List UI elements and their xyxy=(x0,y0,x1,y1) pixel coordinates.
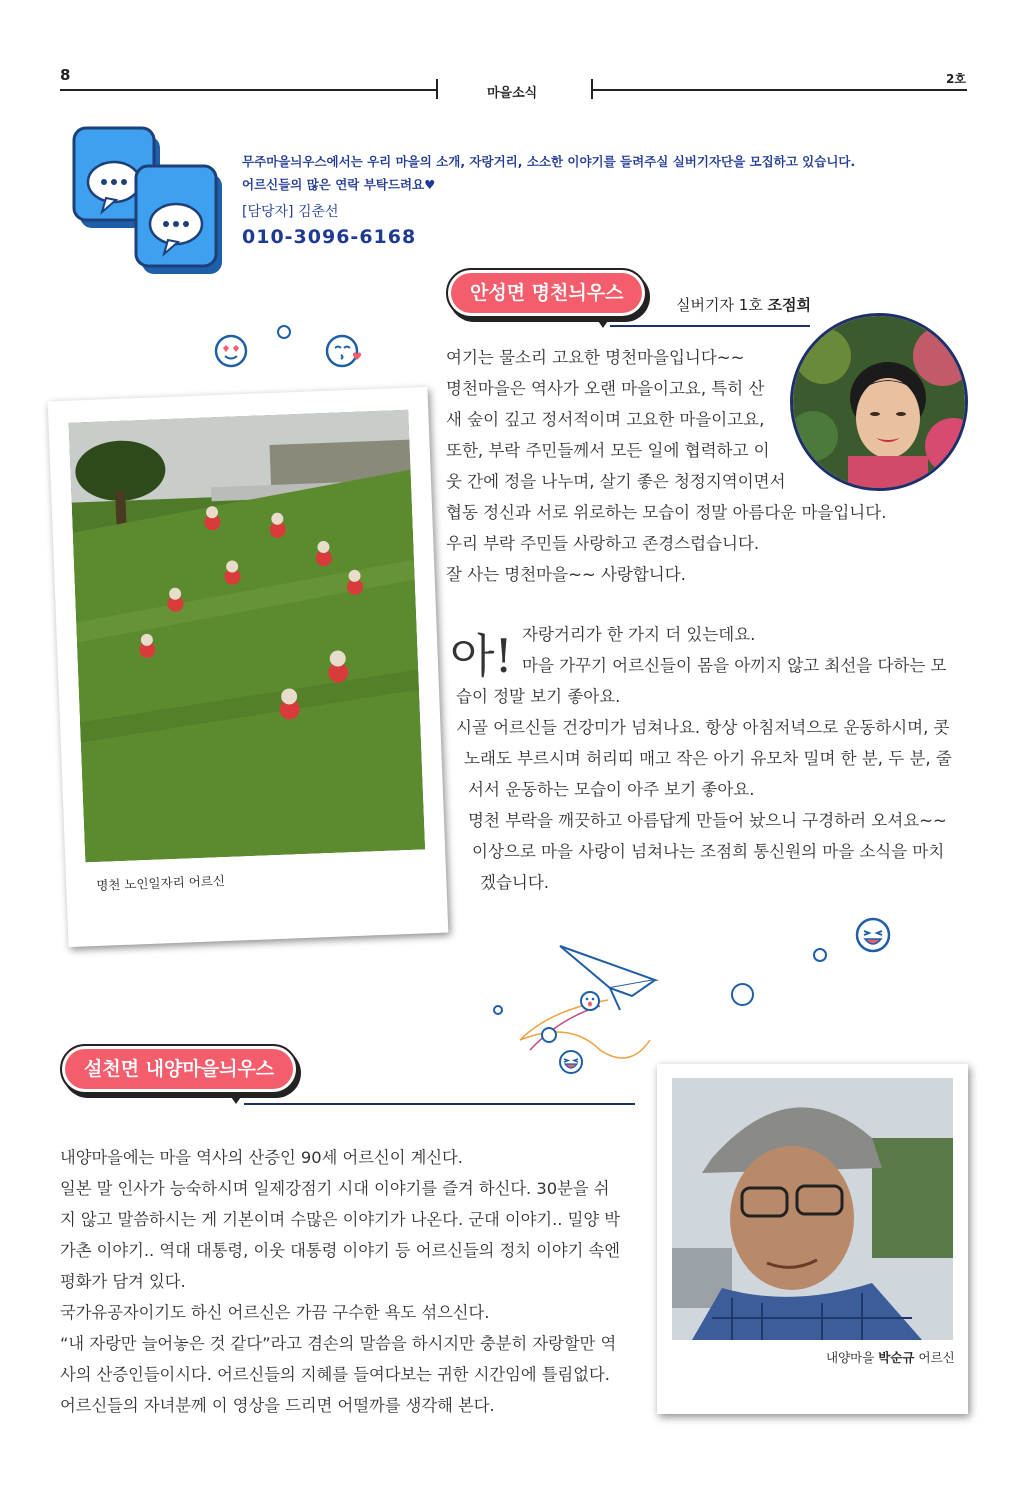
decor-dot xyxy=(277,325,291,339)
recruit-phone: 010-3096-6168 xyxy=(242,226,417,248)
article1-line: 협동 정신과 서로 위로하는 모습이 정말 아름다운 마을입니다. xyxy=(446,503,887,522)
chat-bubbles-icon xyxy=(70,122,230,287)
article1-line: 겠습니다. xyxy=(480,873,550,892)
article2-line: 국가유공자이기도 하신 어르신은 가끔 구수한 욕도 섞으신다. xyxy=(60,1303,490,1322)
article1-line: 잘 사는 명천마을~~ 사랑합니다. xyxy=(446,565,686,584)
article1-line: 시골 어르신들 건강미가 넘쳐나요. 항상 아침저녁으로 운동하시며, 콧 xyxy=(456,718,950,737)
article1-line: 노래도 부르시며 허리띠 매고 작은 아기 유모차 밀며 한 분, 두 분, 줄 xyxy=(464,749,952,768)
article1-line: 웃 간에 정을 나누며, 살기 좋은 청정지역이면서 xyxy=(446,472,786,491)
caption-suffix: 어르신 xyxy=(914,1350,955,1365)
article2-rule xyxy=(244,1103,635,1105)
article2-body xyxy=(60,1142,620,1421)
page-number: 8 xyxy=(60,66,71,84)
heart-eyes-emoji-icon xyxy=(214,334,248,368)
article1-line: 자랑거리가 한 가지 더 있는데요. xyxy=(522,625,756,644)
article2-title-tail xyxy=(229,1094,243,1104)
article1-reporter xyxy=(676,294,811,315)
article1-line: 마을 가꾸기 어르신들이 몸을 아끼지 않고 최선을 다하는 모 xyxy=(522,656,947,675)
article1-line: 서서 운동하는 모습이 아주 보기 좋아요. xyxy=(468,780,755,799)
article2-line: 일본 말 인사가 능숙하시며 일제강점기 시대 이야기를 즐겨 하신다. 30분을 쉬 xyxy=(60,1179,610,1198)
article2-photo-caption xyxy=(826,1348,955,1366)
laughing-emoji-icon xyxy=(854,916,892,954)
recruit-notice xyxy=(242,150,862,249)
header-rule-right xyxy=(592,89,967,91)
article1-line: 우리 부락 주민들 사랑하고 존경스럽습니다. xyxy=(446,534,760,553)
elderly-workers-on-slope-image xyxy=(68,410,425,863)
article1-title-tail xyxy=(596,318,610,328)
article2-line: 지 않고 말씀하시는 게 기본이며 수많은 이야기가 나온다. 군대 이야기.. 밀양 박 xyxy=(60,1210,621,1229)
article1-photo-frame xyxy=(48,387,449,947)
article1-photo-caption: 명천 노인일자리 어르신 xyxy=(95,873,226,893)
article2-photo xyxy=(672,1078,953,1340)
article1-line: 새 숲이 깊고 정서적이며 고요한 마을이고요, xyxy=(446,410,765,429)
decor-dot xyxy=(731,983,754,1006)
article1-drop-cap: 아! xyxy=(450,629,513,683)
laughing-emoji-small-icon xyxy=(557,1048,585,1076)
article1-line: 또한, 부락 주민들께서 모든 일에 협력하고 이 xyxy=(446,441,770,460)
caption-name: 박순규 xyxy=(878,1350,915,1365)
issue-number: 2호 xyxy=(946,72,966,86)
article1-title-text: 안성면 명천늬우스 xyxy=(470,282,624,304)
article1-title xyxy=(446,268,647,318)
article1-body-2b xyxy=(456,681,952,898)
article2-line: 어르신들의 자녀분께 이 영상을 드리면 어떨까를 생각해 본다. xyxy=(60,1396,495,1415)
caption-prefix: 내양마을 xyxy=(826,1350,879,1365)
article1-body-2a xyxy=(522,619,947,681)
decor-dot xyxy=(541,1027,557,1043)
article1-line: 습이 정말 보기 좋아요. xyxy=(456,687,621,706)
elderly-man-portrait-image xyxy=(672,1078,953,1340)
surprised-emoji-icon xyxy=(579,990,601,1012)
decor-dot xyxy=(813,948,827,962)
header-tick-left xyxy=(436,79,438,99)
decor-dot xyxy=(493,1005,503,1015)
recruit-line-2: 어르신들의 많은 연락 부탁드려요♥ xyxy=(242,177,436,192)
article2-photo-frame xyxy=(657,1064,968,1414)
reporter-name: 조점희 xyxy=(767,296,812,314)
article2-line: 가촌 이야기.. 역대 대통령, 이웃 대통령 이야기 등 어르신들의 정치 이야기 속엔 xyxy=(60,1241,621,1260)
article1-line: 이상으로 마을 사랑이 넘쳐나는 조점희 통신원의 마을 소식을 마치 xyxy=(472,842,945,861)
recruit-line-1: 무주마을늬우스에서는 우리 마을의 소개, 자랑거리, 소소한 이야기를 들려주실 실버기자단을 모집하고 있습니다. xyxy=(242,154,856,169)
article1-body xyxy=(446,342,886,590)
article2-line: “내 자랑만 늘어놓은 것 같다”라고 겸손의 말씀을 하시지만 충분히 자랑할만 역 xyxy=(60,1334,617,1353)
article1-line: 명천 부락을 깨끗하고 아름답게 만들어 놨으니 구경하러 오셔요~~ xyxy=(468,811,947,830)
article1-line: 명천마을은 역사가 오랜 마을이고요, 특히 산 xyxy=(446,379,765,398)
article1-rule xyxy=(610,325,810,327)
reporter-prefix: 실버기자 1호 xyxy=(676,296,763,314)
article2-title-text: 설천면 내양마을늬우스 xyxy=(84,1058,275,1080)
article2-title xyxy=(60,1044,298,1094)
article1-photo xyxy=(68,410,425,863)
header-rule-left xyxy=(60,89,437,91)
recruit-contact: [담당자] 김춘선 xyxy=(242,204,339,220)
article1-line: 여기는 물소리 고요한 명천마을입니다~~ xyxy=(446,348,745,367)
kiss-emoji-icon xyxy=(325,334,365,368)
article2-line: 내양마을에는 마을 역사의 산증인 90세 어르신이 계신다. xyxy=(60,1148,463,1167)
article2-line: 사의 산증인들이시다. 어르신들의 지혜를 들여다보는 귀한 시간임에 틀림없다. xyxy=(60,1365,610,1384)
section-title: 마을소식 xyxy=(487,86,538,101)
article2-line: 평화가 담겨 있다. xyxy=(60,1272,186,1291)
